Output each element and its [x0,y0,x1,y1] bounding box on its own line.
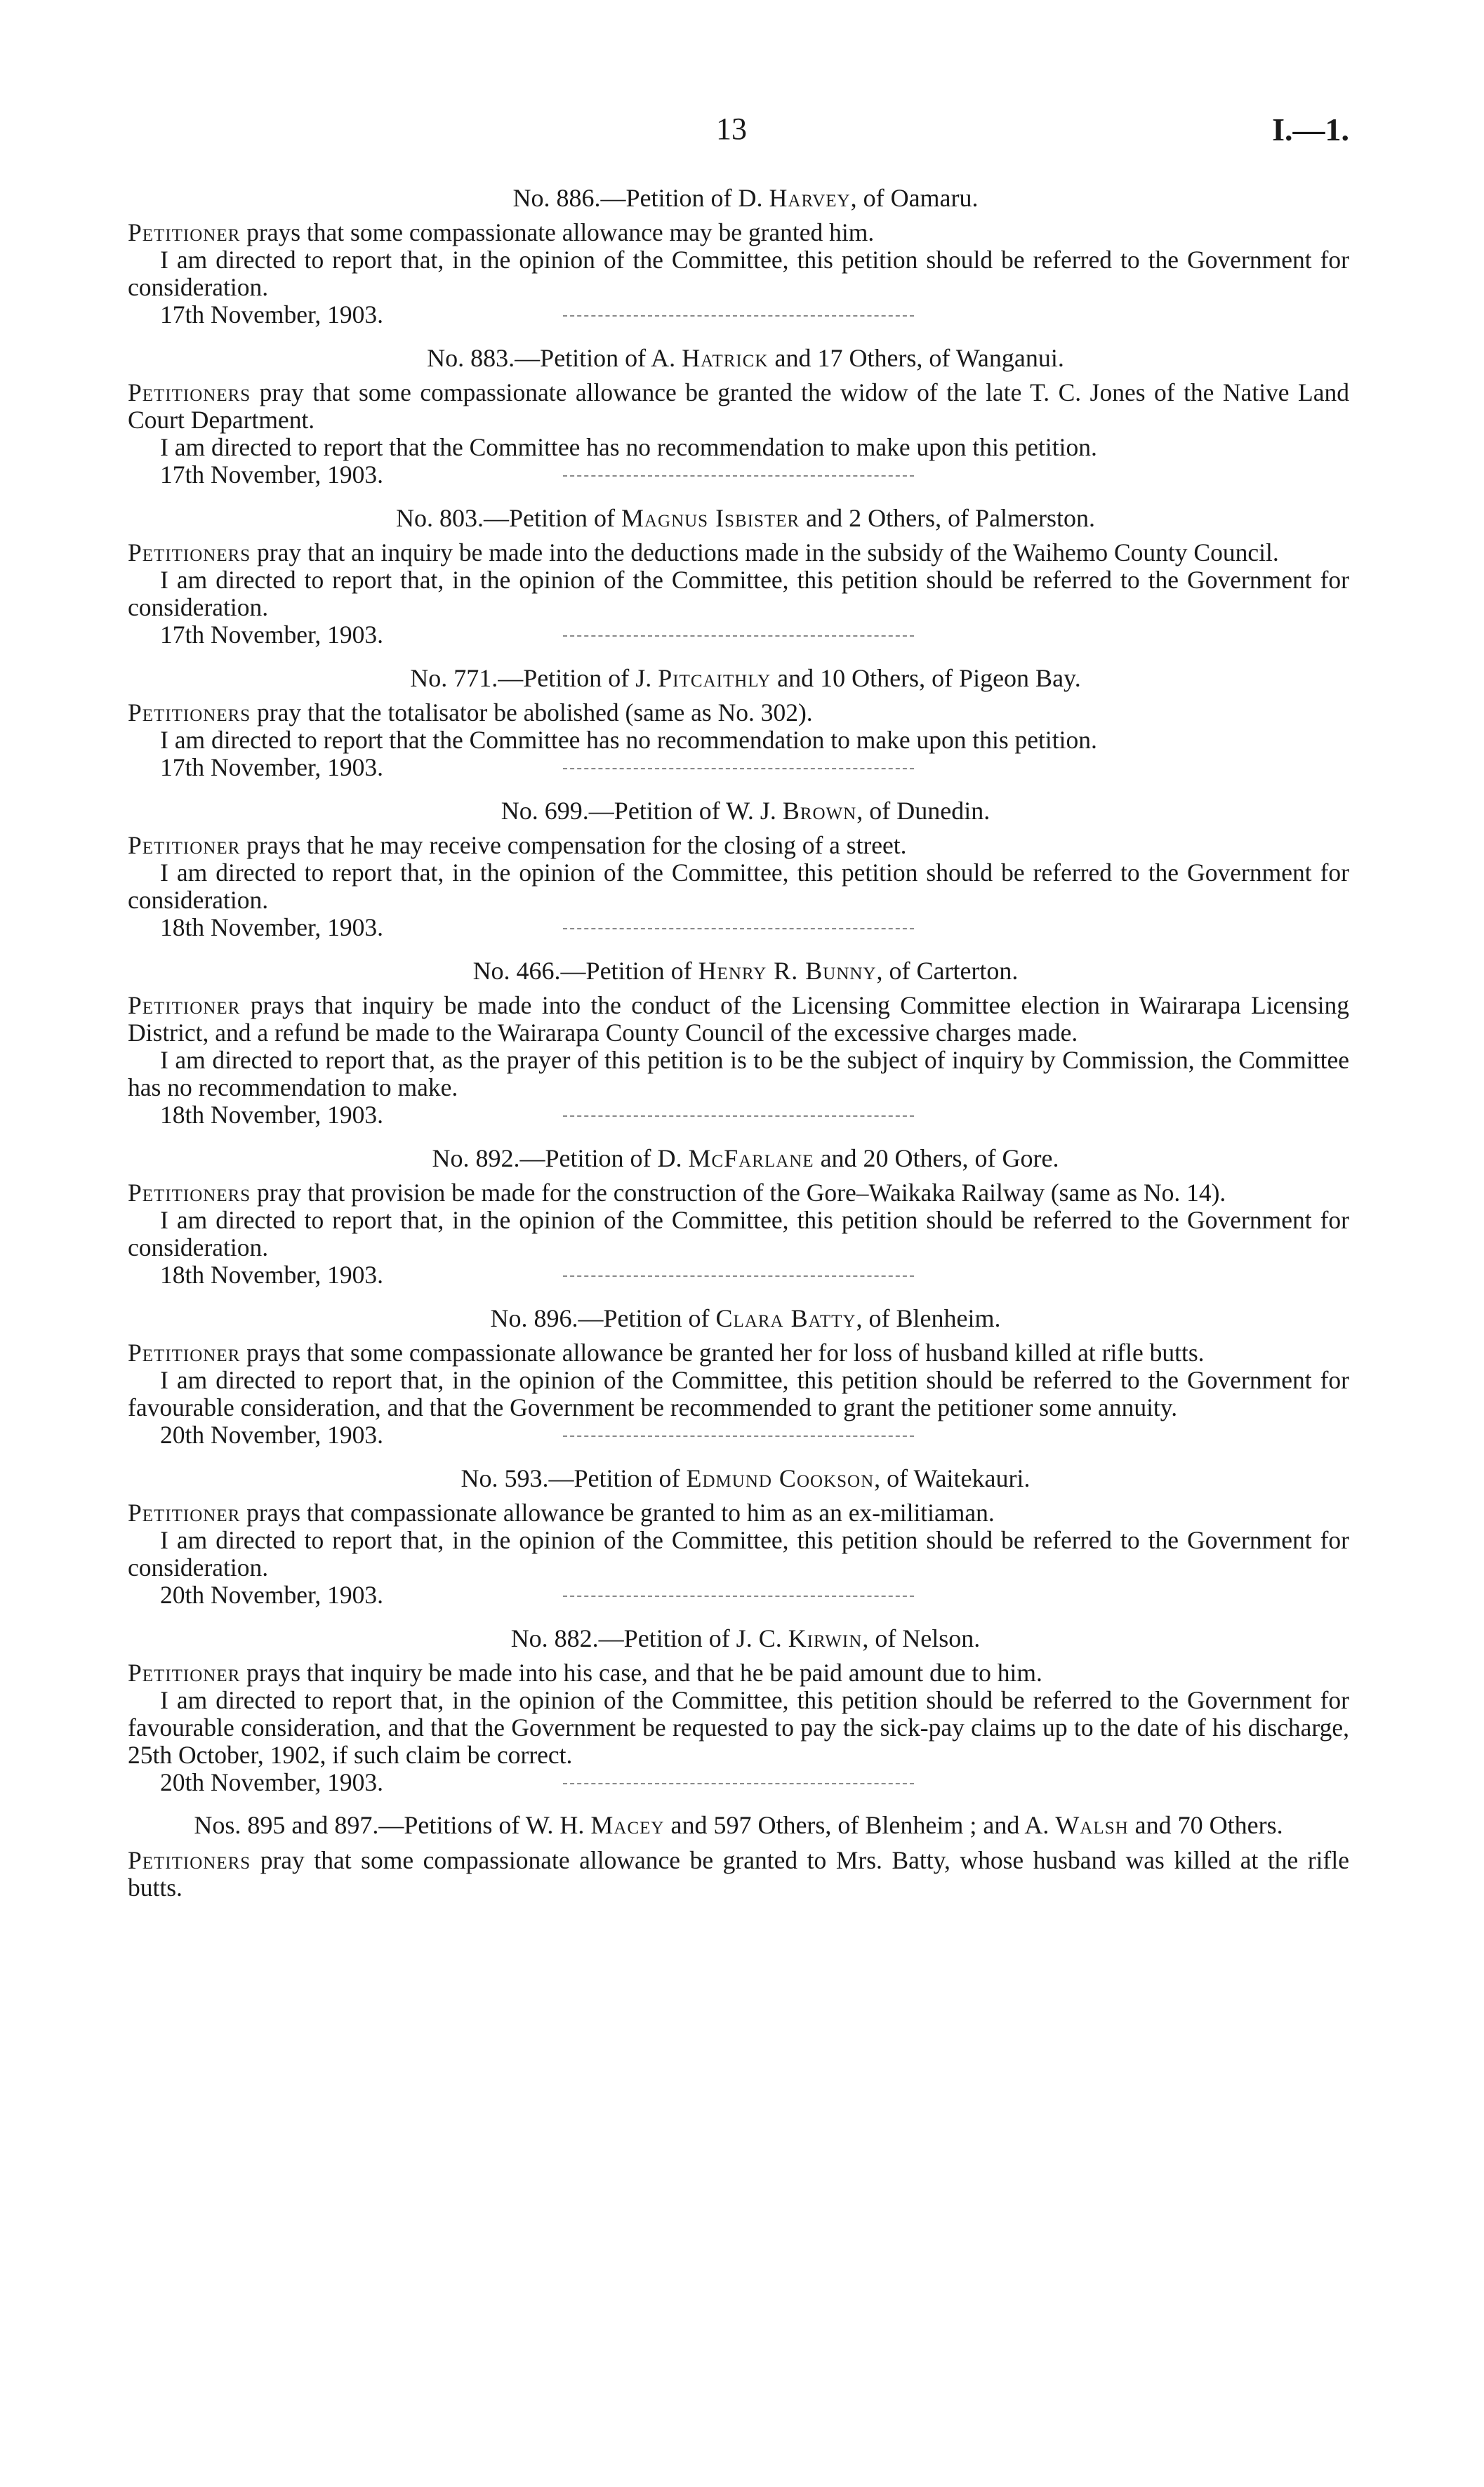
committee-report: I am directed to report that, in the opinion of the Committee, this petition should be referred to the Government for consideration. [128,246,1349,301]
section-divider [563,1596,914,1597]
petition-prayer [128,1179,1349,1207]
prayer-lead: Petitioners [128,1846,251,1874]
prayer-lead: Petitioner [128,218,241,246]
petitioner-name: McFarlane [688,1144,814,1172]
page-header [0,111,1484,153]
petition-entry [128,1464,1349,1624]
report-date: 17th November, 1903. [128,754,1349,781]
section-divider [563,315,914,317]
petition-prayer [128,1339,1349,1367]
petitioner-name: Harvey [769,184,851,212]
committee-report: I am directed to report that, in the opinion of the Committee, this petition should be referred to the Government for consideration. [128,858,1349,914]
petition-prayer [128,699,1349,727]
petition-entries [128,184,1349,1812]
petitioner-name: Henry R. Bunny [698,957,877,985]
committee-report: I am directed to report that, in the opinion of the Committee, this petition should be referred to the Government for consideration. [128,1206,1349,1261]
section-divider [563,1115,914,1117]
committee-report: I am directed to report that, in the opinion of the Committee, this petition should be referred to the Government for consideration. [128,1526,1349,1581]
petition-title: No. 466.—Petition of Henry R. Bunny, of Carterton. [472,957,1019,985]
petition-entry [128,344,1349,504]
petition-prayer [128,1659,1349,1687]
prayer-lead: Petitioners [128,538,251,566]
section-divider [563,928,914,929]
petition-entry [128,957,1349,1144]
committee-report: I am directed to report that the Committee has no recommendation to make upon this petition. [160,433,1097,461]
prayer-lead: Petitioner [128,1659,241,1687]
petitioner-name: Walsh [1055,1811,1129,1839]
section-divider [563,1783,914,1784]
section-divider [563,1435,914,1437]
prayer-text: pray that the totalisator be abolished (same as No. 302). [251,698,813,727]
prayer-text: prays that inquiry be made into the conduct of the Licensing Committee election in Wairarapa Licensing District, and a refund be made to the Wairarapa County Council of the excessive charges made. [128,991,1349,1047]
prayer-text: pray that some compassionate allowance be granted the widow of the late T. C. Jones of the Native Land Court Department. [128,378,1349,434]
report-date: 18th November, 1903. [128,1101,1349,1129]
prayer-lead: Petitioner [128,1339,241,1367]
prayer-lead: Petitioners [128,1179,251,1207]
page-number: 13 [716,112,747,146]
prayer-text: prays that compassionate allowance be granted to him as an ex-militiaman. [240,1499,995,1527]
petition-title: No. 892.—Petition of D. McFarlane and 20 Others, of Gore. [432,1144,1059,1172]
petition-entry [128,1624,1349,1812]
petition-title: No. 896.—Petition of Clara Batty, of Blenheim. [490,1304,1001,1332]
petition-title: No. 699.—Petition of W. J. Brown, of Dunedin. [501,797,991,825]
prayer-lead: Petitioner [128,1499,241,1527]
prayer-text: prays that he may receive compensation for the closing of a street. [240,831,907,859]
prayer-lead: Petitioner [128,991,241,1019]
prayer-text: prays that some compassionate allowance be granted her for loss of husband killed at rifle butts. [240,1339,1205,1367]
committee-report: I am directed to report that, in the opinion of the Committee, this petition should be referred to the Government for favourable consideration, and that the Government be recommended to grant the petitioner some annuity. [128,1366,1349,1421]
petition-entry [128,797,1349,957]
committee-report: I am directed to report that, in the opinion of the Committee, this petition should be referred to the Government for favourable consideration, and that the Government be requested to pay the sick-pay claims up to the date of his discharge, 25th October, 1902, if such claim be correct. [128,1686,1349,1769]
document-reference: I.—1. [1272,112,1349,147]
petition-entry [128,1144,1349,1304]
committee-report: I am directed to report that, as the prayer of this petition is to be the subject of inquiry by Commission, the Committee has no recommendation to make. [128,1046,1349,1101]
petition-prayer [128,379,1349,434]
petitioner-name: Pitcaithly [658,664,771,692]
prayer-lead: Petitioner [128,831,241,859]
prayer-lead: Petitioners [128,378,251,406]
report-date: 20th November, 1903. [128,1581,1349,1609]
report-date: 17th November, 1903. [128,301,1349,329]
prayer-text: pray that provision be made for the construction of the Gore–Waikaka Railway (same as No. 14). [251,1179,1226,1207]
petition-title: No. 886.—Petition of D. Harvey, of Oamaru. [512,184,979,212]
petition-entry [128,184,1349,344]
section-divider [563,475,914,477]
committee-report: I am directed to report that the Committee has no recommendation to make upon this petition. [160,726,1097,754]
petitioner-name: Hatrick [682,344,769,372]
petition-prayer [128,219,1349,246]
petitioner-name: Kirwin [788,1624,863,1652]
petitioner-name: Clara Batty [715,1304,856,1332]
petitioner-name: Macey [590,1811,665,1839]
prayer-text: pray that some compassionate allowance be granted to Mrs. Batty, whose husband was killed at the rifle butts. [128,1846,1349,1902]
report-date: 17th November, 1903. [128,461,1349,489]
report-date: 18th November, 1903. [128,914,1349,941]
petitioner-name: Edmund Cookson [686,1464,875,1492]
petition-title: No. 771.—Petition of J. Pitcaithly and 10 Others, of Pigeon Bay. [410,664,1081,692]
report-date: 18th November, 1903. [128,1261,1349,1289]
petition-title: Nos. 895 and 897.—Petitions of W. H. Macey and 597 Others, of Blenheim ; and A. Walsh and 70 Others. [194,1811,1283,1839]
prayer-text: prays that some compassionate allowance may be granted him. [240,218,875,246]
petitions-list [128,184,1349,1902]
petition-prayer [128,992,1349,1047]
petition-entry [128,664,1349,797]
petition-entry [128,504,1349,664]
petition-prayer [128,1499,1349,1527]
prayer-text: prays that inquiry be made into his case, and that he be paid amount due to him. [240,1659,1042,1687]
petitioner-name: Magnus Isbister [621,504,800,532]
section-divider [563,768,914,769]
petition-final [128,1812,1349,1902]
petitioner-name: Brown [782,797,857,825]
petition-title: No. 593.—Petition of Edmund Cookson, of Waitekauri. [461,1464,1031,1492]
petition-entry [128,1304,1349,1464]
report-date: 20th November, 1903. [128,1769,1349,1796]
prayer-lead: Petitioners [128,698,251,727]
prayer-text: pray that an inquiry be made into the deductions made in the subsidy of the Waihemo County Council. [251,538,1279,566]
petition-prayer [128,1847,1349,1902]
report-date: 20th November, 1903. [128,1421,1349,1449]
section-divider [563,1275,914,1277]
petition-prayer [128,539,1349,566]
section-divider [563,635,914,637]
petition-title: No. 803.—Petition of Magnus Isbister and 2 Others, of Palmerston. [395,504,1096,532]
report-date: 17th November, 1903. [128,621,1349,649]
petition-prayer [128,832,1349,859]
committee-report: I am directed to report that, in the opinion of the Committee, this petition should be referred to the Government for consideration. [128,566,1349,621]
petition-title: No. 883.—Petition of A. Hatrick and 17 Others, of Wanganui. [427,344,1064,372]
petition-title: No. 882.—Petition of J. C. Kirwin, of Nelson. [510,1624,981,1652]
